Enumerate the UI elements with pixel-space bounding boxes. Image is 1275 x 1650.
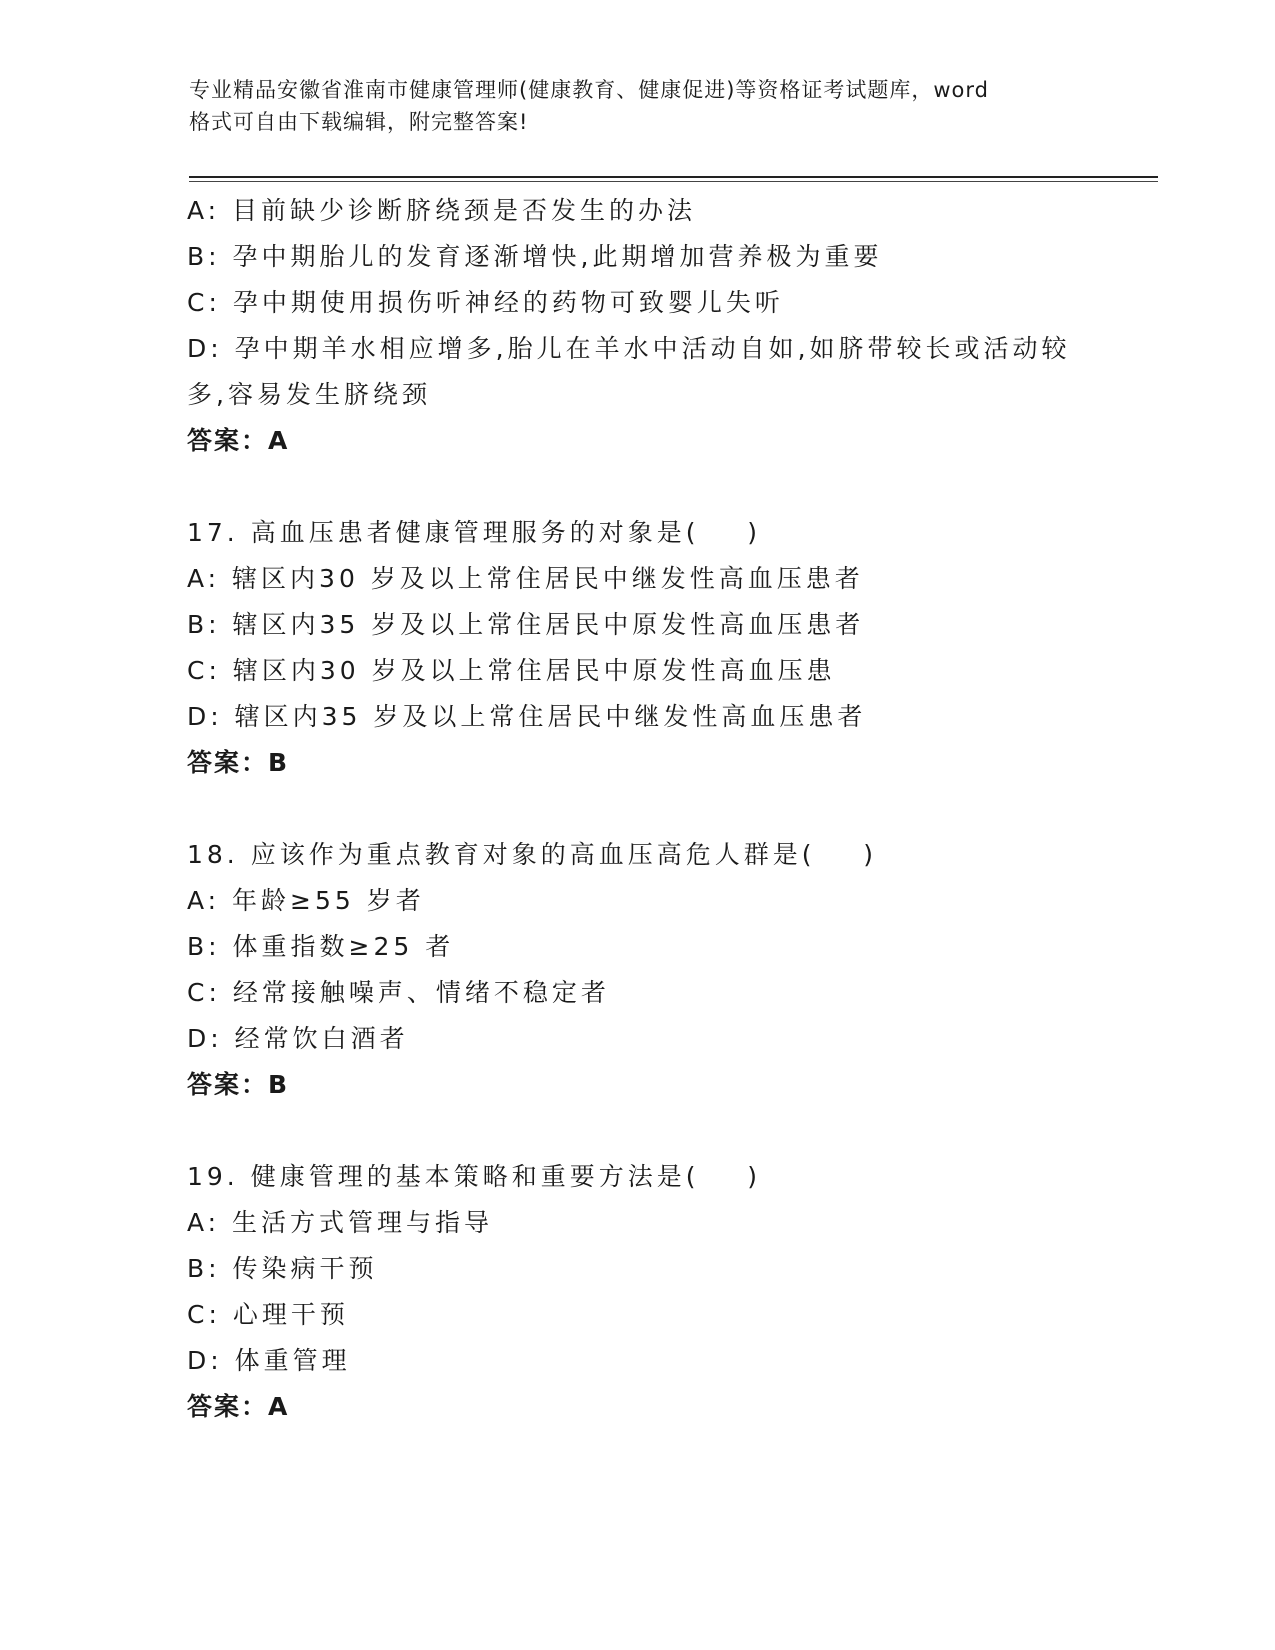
answer-line: 答案：B (187, 748, 290, 777)
option-a: A: 目前缺少诊断脐绕颈是否发生的办法 (187, 196, 697, 225)
option-d: D: 孕中期羊水相应增多,胎儿在羊水中活动自如,如脐带较长或活动较 (187, 334, 1071, 363)
option-d: D: 经常饮白酒者 (187, 1024, 409, 1053)
option-d: D: 辖区内35 岁及以上常住居民中继发性高血压患者 (187, 702, 867, 731)
option-b: B: 孕中期胎儿的发育逐渐增快,此期增加营养极为重要 (187, 242, 883, 271)
answer-line: 答案：A (187, 426, 290, 455)
option-c: C: 辖区内30 岁及以上常住居民中原发性高血压患 (187, 656, 836, 685)
question-stem: 19. 健康管理的基本策略和重要方法是( ) (187, 1162, 762, 1191)
option-c: C: 孕中期使用损伤听神经的药物可致婴儿失听 (187, 288, 784, 317)
option-d: D: 体重管理 (187, 1346, 351, 1375)
header-rule-thick (189, 176, 1158, 178)
option-a: A: 辖区内30 岁及以上常住居民中继发性高血压患者 (187, 564, 864, 593)
question-19 (187, 1154, 1107, 1430)
option-b: B: 辖区内35 岁及以上常住居民中原发性高血压患者 (187, 610, 865, 639)
answer-line: 答案：A (187, 1392, 290, 1421)
option-b: B: 传染病干预 (187, 1254, 378, 1283)
page-header (189, 74, 1089, 138)
document-body (187, 188, 1107, 1430)
option-c: C: 心理干预 (187, 1300, 349, 1329)
header-line-1: 专业精品安徽省淮南市健康管理师(健康教育、健康促进)等资格证考试题库，word (189, 78, 990, 102)
question-18 (187, 832, 1107, 1108)
option-a: A: 生活方式管理与指导 (187, 1208, 494, 1237)
option-d-continued: 多,容易发生脐绕颈 (187, 380, 431, 409)
question-17 (187, 510, 1107, 786)
question-stem: 18. 应该作为重点教育对象的高血压高危人群是( ) (187, 840, 878, 869)
option-b: B: 体重指数≥25 者 (187, 932, 455, 961)
answer-line: 答案：B (187, 1070, 290, 1099)
header-line-2: 格式可自由下载编辑，附完整答案! (189, 110, 529, 134)
header-rule-thin (189, 181, 1158, 182)
question-stem: 17. 高血压患者健康管理服务的对象是( ) (187, 518, 762, 547)
spacer (187, 1108, 1107, 1154)
option-c: C: 经常接触噪声、情绪不稳定者 (187, 978, 610, 1007)
question-16-tail (187, 188, 1107, 464)
spacer (187, 464, 1107, 510)
option-a: A: 年龄≥55 岁者 (187, 886, 425, 915)
spacer (187, 786, 1107, 832)
